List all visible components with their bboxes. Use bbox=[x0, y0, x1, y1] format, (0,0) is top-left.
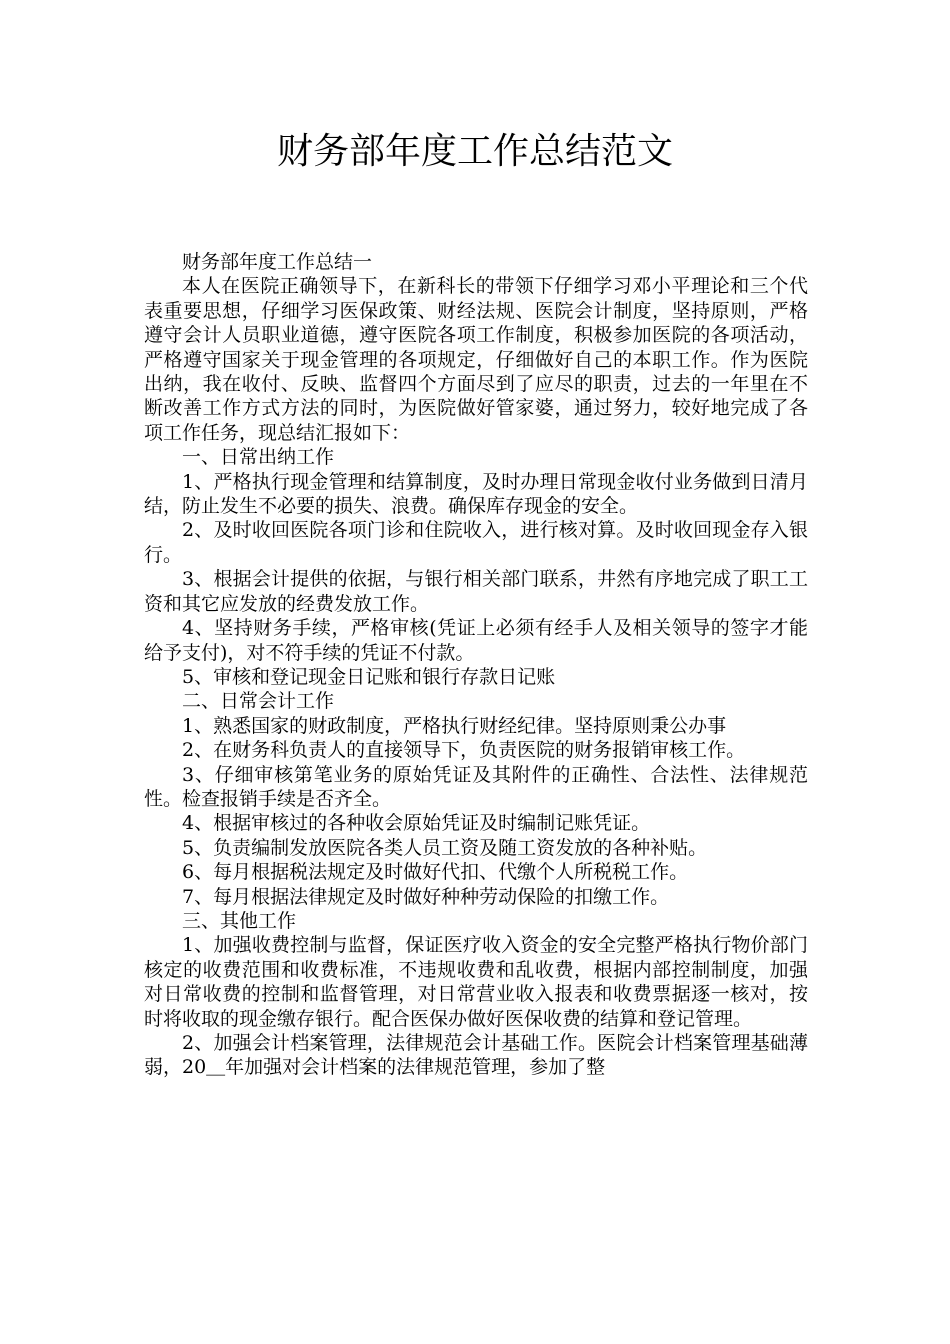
list-item: 1、严格执行现金管理和结算制度，及时办理日常现金收付业务做到日清月结，防止发生不必要的损失、浪费。确保库存现金的安全。 bbox=[144, 470, 808, 518]
list-item: 2、在财务科负责人的直接领导下，负责医院的财务报销审核工作。 bbox=[182, 739, 746, 762]
list-item: 5、负责编制发放医院各类人员工资及随工资发放的各种补贴。 bbox=[182, 836, 708, 859]
list-item: 2、及时收回医院各项门诊和住院收入，进行核对算。及时收回现金存入银行。 bbox=[144, 519, 808, 566]
list-item: 4、根据审核过的各种收会原始凭证及时编制记账凭证。 bbox=[182, 812, 651, 835]
document-title: 财务部年度工作总结范文 bbox=[276, 131, 673, 172]
list-item: 5、审核和登记现金日记账和银行存款日记账 bbox=[182, 665, 556, 688]
list-item: 3、仔细审核第笔业务的原始凭证及其附件的正确性、合法性、法律规范性。检查报销手续是否齐全。 bbox=[144, 763, 808, 810]
intro-paragraph: 本人在医院正确领导下，在新科长的带领下仔细学习邓小平理论和三个代表重要思想，仔细学习医保政策、财经法规、医院会计制度，坚持原则，严格遵守会计人员职业道德，遵守医院各项工作制度，积极参加医院的各项活动，严格遵守国家关于现金管理的各项规定，仔细做好自己的本职工作。作为医院出纳，我在收付、反映、监督四个方面尽到了应尽的职责，过去的一年里在不断改善工作方式方法的同时，为医院做好管家婆，通过努力，较好地完成了各项工作任务，现总结汇报如下： bbox=[144, 275, 808, 444]
section-heading: 三、其他工作 bbox=[182, 909, 297, 932]
section-heading: 一、日常出纳工作 bbox=[182, 446, 335, 469]
list-item: 4、坚持财务手续，严格审核(凭证上必须有经手人及相关领导的签字才能给予支付)，对不符手续的凭证不付款。 bbox=[144, 617, 808, 664]
document-body bbox=[144, 250, 808, 1080]
list-item: 7、每月根据法律规定及时做好种种劳动保险的扣缴工作。 bbox=[182, 885, 670, 908]
list-item: 3、根据会计提供的依据，与银行相关部门联系，井然有序地完成了职工工资和其它应发放的经费发放工作。 bbox=[144, 568, 808, 615]
section-heading: 二、日常会计工作 bbox=[182, 690, 335, 713]
list-item: 1、熟悉国家的财政制度，严格执行财经纪律。坚持原则秉公办事 bbox=[182, 714, 727, 737]
section-heading: 财务部年度工作总结一 bbox=[182, 251, 373, 273]
list-item: 2、加强会计档案管理，法律规范会计基础工作。医院会计档案管理基础薄弱，20＿年加强对会计档案的法律规范管理，参加了整 bbox=[144, 1032, 808, 1079]
list-item: 6、每月根据税法规定及时做好代扣、代缴个人所税税工作。 bbox=[182, 861, 689, 884]
list-item: 1、加强收费控制与监督，保证医疗收入资金的安全完整严格执行物价部门核定的收费范围和收费标准，不违规收费和乱收费，根据内部控制制度，加强对日常收费的控制和监督管理，对日常营业收入报表和收费票据逐一核对，按时将收取的现金缴存银行。配合医保办做好医保收费的结算和登记管理。 bbox=[144, 934, 808, 1030]
